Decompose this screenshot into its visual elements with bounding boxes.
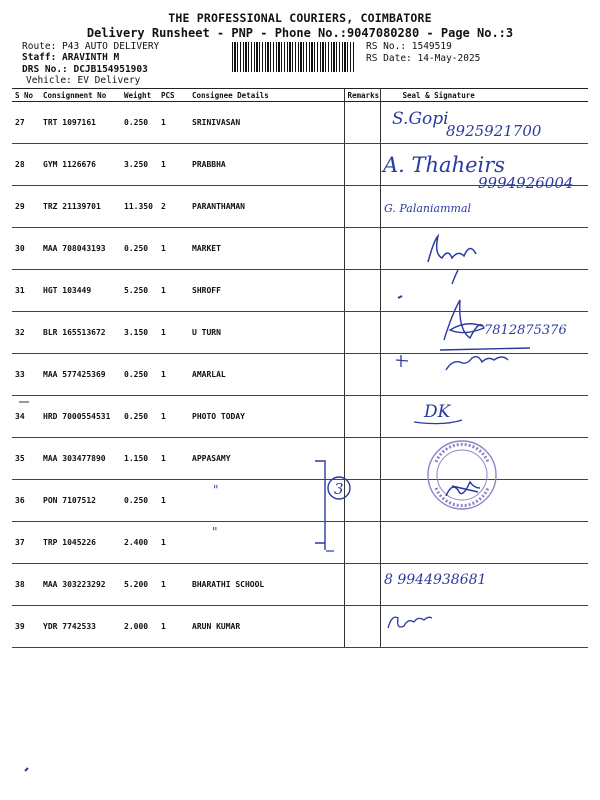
col-remarks: Remarks — [344, 89, 380, 102]
sig29-name: G. Palaniammal — [384, 202, 472, 215]
cell-sno: 35 — [12, 438, 40, 480]
cell-consignee: SRINIVASAN — [189, 102, 344, 144]
cell-consignment: HRD 7000554531 — [40, 396, 121, 438]
cell-pcs: 1 — [158, 396, 189, 438]
cell-pcs: 1 — [158, 102, 189, 144]
col-pcs: PCS — [158, 89, 189, 102]
cell-sno: 30 — [12, 228, 40, 270]
runsheet-subtitle: Delivery Runsheet - PNP - Phone No.:9047080280 - Page No.:3 — [86, 26, 514, 40]
cell-consignment: YDR 7742533 — [40, 606, 121, 648]
cell-pcs: 1 — [158, 564, 189, 606]
sig34-initials: DK — [424, 402, 451, 422]
sig28-phone: 9994926004 — [478, 174, 574, 192]
col-consignment: Consignment No — [40, 89, 121, 102]
route-label: Route: P43 AUTO DELIVERY — [22, 41, 160, 52]
cell-pcs: 1 — [158, 438, 189, 480]
cell-consignee: MARKET — [189, 228, 344, 270]
cell-sno: 34 — [12, 396, 40, 438]
cell-pcs: 1 — [158, 522, 189, 564]
cell-signature — [380, 228, 588, 270]
cell-remarks — [344, 354, 380, 396]
cell-pcs: 1 — [158, 354, 189, 396]
cell-weight: 1.150 — [121, 438, 158, 480]
cell-weight: 0.250 — [121, 480, 158, 522]
cell-pcs: 1 — [158, 312, 189, 354]
cell-sno: 33 — [12, 354, 40, 396]
table-row — [12, 354, 588, 396]
cell-consignee — [189, 480, 344, 522]
drs-number: DRS No.: DCJB154951903 — [22, 64, 148, 75]
table-row — [12, 270, 588, 312]
table-row — [12, 564, 588, 606]
cell-signature — [380, 564, 588, 606]
cell-consignee: BHARATHI SCHOOL — [189, 564, 344, 606]
cell-weight: 3.150 — [121, 312, 158, 354]
rs-number: RS No.: 1549519 — [366, 41, 452, 52]
cell-sno: 36 — [12, 480, 40, 522]
cell-remarks — [344, 270, 380, 312]
cell-weight: 11.350 — [121, 186, 158, 228]
cell-signature — [380, 396, 588, 438]
cell-remarks — [344, 102, 380, 144]
rs-date: RS Date: 14-May-2025 — [366, 53, 481, 64]
table-row — [12, 606, 588, 648]
cell-signature — [380, 438, 588, 480]
cell-signature — [380, 522, 588, 564]
table-row — [12, 312, 588, 354]
cell-consignee: APPASAMY — [189, 438, 344, 480]
sig28-name: A. Thaheirs — [383, 153, 506, 177]
cell-consignment: MAA 303223292 — [40, 564, 121, 606]
cell-signature — [380, 312, 588, 354]
cell-consignee: PRABBHA — [189, 144, 344, 186]
cell-pcs: 1 — [158, 144, 189, 186]
cell-remarks — [344, 522, 380, 564]
cell-weight: 5.200 — [121, 564, 158, 606]
cell-pcs: 1 — [158, 480, 189, 522]
cell-remarks — [344, 606, 380, 648]
runsheet-table — [12, 88, 588, 648]
table-row — [12, 480, 588, 522]
cell-remarks — [344, 396, 380, 438]
table-row — [12, 522, 588, 564]
cell-consignment: PON 7107512 — [40, 480, 121, 522]
cell-consignment: BLR 165513672 — [40, 312, 121, 354]
cell-consignment: TRZ 21139701 — [40, 186, 121, 228]
col-weight: Weight — [121, 89, 158, 102]
cell-consignee: ARUN KUMAR — [189, 606, 344, 648]
cell-sno: 28 — [12, 144, 40, 186]
cell-signature — [380, 186, 588, 228]
table-row — [12, 438, 588, 480]
vehicle-label: Vehicle: EV Delivery — [26, 75, 141, 86]
cell-consignee: SHROFF — [189, 270, 344, 312]
table-row — [12, 228, 588, 270]
bracket-number: 3 — [334, 480, 344, 498]
cell-pcs: 2 — [158, 186, 189, 228]
table-header-row — [12, 89, 588, 102]
staff-label: Staff: ARAVINTH M — [22, 52, 120, 63]
ink-dot — [25, 768, 28, 771]
cell-consignee: PHOTO TODAY — [189, 396, 344, 438]
cell-weight: 0.250 — [121, 102, 158, 144]
cell-consignee: PARANTHAMAN — [189, 186, 344, 228]
cell-weight: 2.000 — [121, 606, 158, 648]
cell-remarks — [344, 438, 380, 480]
cell-remarks — [344, 312, 380, 354]
cell-pcs: 1 — [158, 270, 189, 312]
cell-signature — [380, 102, 588, 144]
cell-sno: 39 — [12, 606, 40, 648]
cell-weight: 5.250 — [121, 270, 158, 312]
sig38-phone: 8 9944938681 — [384, 572, 487, 588]
cell-consignee — [189, 522, 344, 564]
cell-remarks — [344, 480, 380, 522]
cell-remarks — [344, 186, 380, 228]
cell-signature — [380, 606, 588, 648]
cell-pcs: 1 — [158, 606, 189, 648]
cell-sno: 31 — [12, 270, 40, 312]
cell-consignment: GYM 1126676 — [40, 144, 121, 186]
cell-consignment: TRP 1045226 — [40, 522, 121, 564]
table-row — [12, 102, 588, 144]
cell-sno: 27 — [12, 102, 40, 144]
cell-pcs: 1 — [158, 228, 189, 270]
sig32-phone: 7812875376 — [484, 323, 567, 338]
cell-sno: 37 — [12, 522, 40, 564]
cell-consignment: HGT 103449 — [40, 270, 121, 312]
company-title: THE PROFESSIONAL COURIERS, COIMBATORE — [168, 11, 432, 25]
barcode — [232, 42, 354, 72]
cell-signature — [380, 144, 588, 186]
cell-signature — [380, 270, 588, 312]
sig27-phone: 8925921700 — [446, 122, 542, 140]
cell-consignee: AMARLAL — [189, 354, 344, 396]
col-sno: S No — [12, 89, 40, 102]
cell-consignment: MAA 577425369 — [40, 354, 121, 396]
cell-consignee: U TURN — [189, 312, 344, 354]
cell-remarks — [344, 144, 380, 186]
cell-consignment: MAA 303477890 — [40, 438, 121, 480]
cell-consignment: MAA 708043193 — [40, 228, 121, 270]
cell-signature — [380, 354, 588, 396]
table-row — [12, 144, 588, 186]
cell-weight: 2.400 — [121, 522, 158, 564]
col-seal-signature: Seal & Signature — [380, 89, 588, 102]
cell-sno: 29 — [12, 186, 40, 228]
ditto-mark-37: " — [212, 525, 218, 539]
cell-weight: 0.250 — [121, 354, 158, 396]
cell-signature — [380, 480, 588, 522]
cell-weight: 0.250 — [121, 396, 158, 438]
cell-sno: 32 — [12, 312, 40, 354]
table-row — [12, 396, 588, 438]
sig27-name: S.Gopi — [392, 109, 449, 129]
cell-remarks — [344, 564, 380, 606]
cell-sno: 38 — [12, 564, 40, 606]
cell-consignment: TRT 1097161 — [40, 102, 121, 144]
cell-remarks — [344, 228, 380, 270]
ditto-mark-36: " — [213, 483, 219, 497]
cell-weight: 3.250 — [121, 144, 158, 186]
col-consignee: Consignee Details — [189, 89, 344, 102]
cell-weight: 0.250 — [121, 228, 158, 270]
table-row — [12, 186, 588, 228]
